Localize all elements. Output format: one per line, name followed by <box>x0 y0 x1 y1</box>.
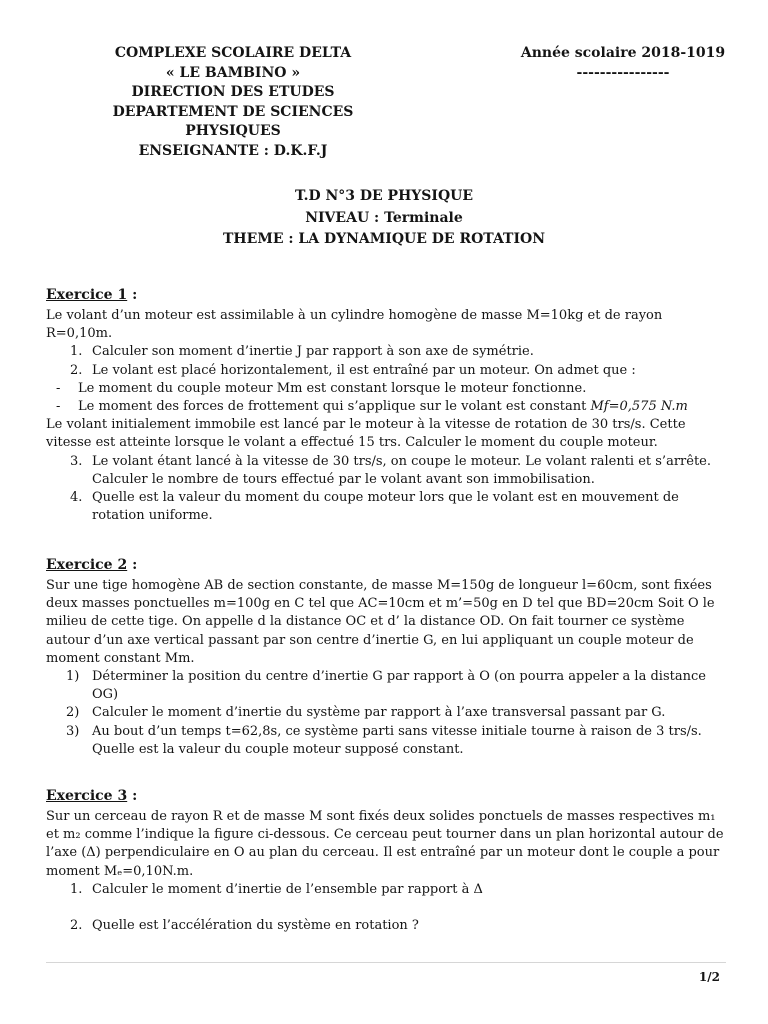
exercise-3-title: Exercice 3 : <box>46 788 138 804</box>
footer-divider <box>46 962 726 963</box>
exercise-1-assumption-1: - Le moment du couple moteur Mm est constant lorsque le moteur fonctionne. <box>56 380 587 396</box>
exercise-2-title: Exercice 2 : <box>46 557 138 573</box>
school-year-header <box>520 44 726 83</box>
school-year: Année scolaire 2018-1019 <box>520 45 726 61</box>
exercise-1-question-2: 2. Le volant est placé horizontalement, il est entraîné par un moteur. On admet que : <box>70 362 636 378</box>
exercise-1-assumption-2: - Le moment des forces de frottement qui s’applique sur le volant est constant Mf=0,575 N.m <box>56 399 688 415</box>
exercise-1-question-1: 1. Calculer son moment d’inertie J par rapport à son axe de symétrie. <box>70 344 534 360</box>
department-line: DEPARTEMENT DE SCIENCES <box>112 103 354 120</box>
school-name: COMPLEXE SCOLAIRE DELTA <box>114 45 352 61</box>
exercise-3-question-1: 1. Calculer le moment d’inertie de l’ensemble par rapport à Δ <box>70 881 483 897</box>
exercise-1-question-3: 3. Le volant étant lancé à la vitesse de 30 trs/s, on coupe le moteur. Le volant ralenti et s’arrête. Calculer le nombre de tours effectué par le volant avant son immobilisation. <box>70 453 711 487</box>
exercise-1-intro: Le volant d’un moteur est assimilable à un cylindre homogène de masse M=10kg et de rayon R=0,10m. <box>46 308 663 342</box>
header-rule: ---------------- <box>576 64 670 81</box>
exercise-1-middle-text: Le volant initialement immobile est lancé par le moteur à la vitesse de rotation de 30 trs/s. Cette vitesse est atteinte lorsque le volant a effectué 15 trs. Calculer le moment du couple moteur. <box>46 417 686 451</box>
department-line-2: PHYSIQUES <box>185 123 281 139</box>
exercise-3-question-2: 2. Quelle est l’accélération du système en rotation ? <box>70 918 419 934</box>
exercise-3 <box>46 786 726 935</box>
exercise-2-question-1: 1) Déterminer la position du centre d’inertie G par rapport à O (on pourra appeler a la distance OG) <box>66 669 706 703</box>
title-niveau: NIVEAU : Terminale <box>305 209 463 226</box>
teacher-line: ENSEIGNANTE : D.K.F.J <box>138 142 328 159</box>
exercise-1-question-4: 4. Quelle est la valeur du moment du coupe moteur lors que le volant est en mouvement de rotation uniforme. <box>70 490 679 524</box>
document-title <box>0 186 768 251</box>
exercise-2 <box>46 555 726 759</box>
title-td: T.D N°3 DE PHYSIQUE <box>294 188 474 204</box>
exercise-1-title: Exercice 1 : <box>46 287 138 303</box>
friction-moment-formula: Mf=0,575 N.m <box>590 399 688 415</box>
page-number: 1/2 <box>698 970 720 984</box>
exercise-1 <box>46 285 726 525</box>
exercise-2-question-2: 2) Calculer le moment d’inertie du système par rapport à l’axe transversal passant par G. <box>66 705 666 721</box>
exercise-2-intro: Sur une tige homogène AB de section constante, de masse M=150g de longueur l=60cm, sont fixées deux masses ponctuelles m=100g en C tel que AC=10cm et m’=50g en D tel que BD=20cm Soit O le milieu de cette tige. On appelle d la distance OC et d’ la distance OD. On fait tourner ce système autour d’un axe vertical passant par son centre d’inertie G, en lui appliquant un couple moteur de moment constant Mm. <box>46 578 715 666</box>
exercise-3-intro: Sur un cerceau de rayon R et de masse M sont fixés deux solides ponctuels de masses respectives m₁ et m₂ comme l’indique la figure ci-dessous. Ce cerceau peut tourner dans un plan horizontal autour de l’axe (Δ) perpendiculaire en O au plan du cerceau. Il est entraîné par un moteur dont le couple a pour moment Mₑ=0,10N.m. <box>46 809 724 879</box>
exercise-2-question-3: 3) Au bout d’un temps t=62,8s, ce système parti sans vitesse initiale tourne à raison de 3 trs/s. Quelle est la valeur du couple moteur supposé constant. <box>66 723 702 757</box>
direction-line: DIRECTION DES ETUDES <box>131 84 335 100</box>
school-header <box>78 44 388 161</box>
title-theme: THEME : LA DYNAMIQUE DE ROTATION <box>223 231 545 247</box>
school-subname: « LE BAMBINO » <box>165 64 301 81</box>
